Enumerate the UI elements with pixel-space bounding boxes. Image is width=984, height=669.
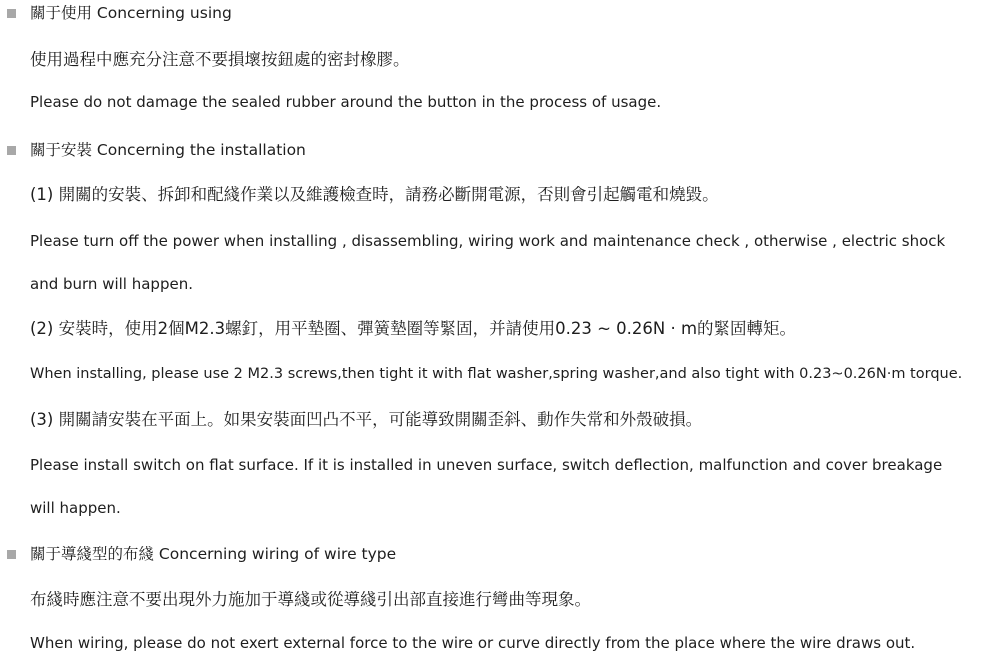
section-heading-installation: 關于安裝 Concerning the installation: [30, 141, 306, 159]
wiring-note-zh: 布綫時應注意不要出現外力施加于導綫或從導綫引出部直接進行彎曲等現象。: [30, 590, 591, 609]
installation-item-1-zh: (1) 開關的安裝、拆卸和配綫作業以及維護檢查時，請務必斷開電源，否則會引起觸電和燒毀。: [30, 185, 719, 204]
bullet-marker: [7, 9, 16, 18]
installation-item-3-en-cont: will happen.: [30, 499, 121, 517]
section-heading-usage: 關于使用 Concerning using: [30, 4, 232, 22]
usage-note-en: Please do not damage the sealed rubber around the button in the process of usage.: [30, 93, 662, 111]
bullet-marker: [7, 550, 16, 559]
bullet-marker: [7, 146, 16, 155]
installation-item-2-en: When installing, please use 2 M2.3 screws,then tight it with flat washer,spring washer,and also tight with 0.23~0.26N·m torque.: [30, 366, 963, 382]
installation-item-3-zh: (3) 開關請安裝在平面上。如果安裝面凹凸不平，可能導致開關歪斜、動作失常和外殼破損。: [30, 410, 703, 429]
installation-item-3-en: Please install switch on flat surface. If it is installed in uneven surface, switch deflection, malfunction and cover breakage: [30, 456, 943, 474]
usage-note-zh: 使用過程中應充分注意不要損壞按鈕處的密封橡膠。: [30, 50, 410, 69]
installation-item-1-en-cont: and burn will happen.: [30, 275, 193, 293]
installation-item-1-en: Please turn off the power when installing , disassembling, wiring work and maintenance check , otherwise , electric shock: [30, 232, 946, 250]
wiring-note-en: When wiring, please do not exert external force to the wire or curve directly from the place where the wire draws out.: [30, 634, 916, 652]
installation-item-2-zh: (2) 安裝時，使用2個M2.3螺釘，用平墊圈、彈簧墊圈等緊固，并請使用0.23 ~ 0.26N · m的緊固轉矩。: [30, 319, 797, 338]
section-heading-wiring: 關于導綫型的布綫 Concerning wiring of wire type: [30, 545, 397, 563]
